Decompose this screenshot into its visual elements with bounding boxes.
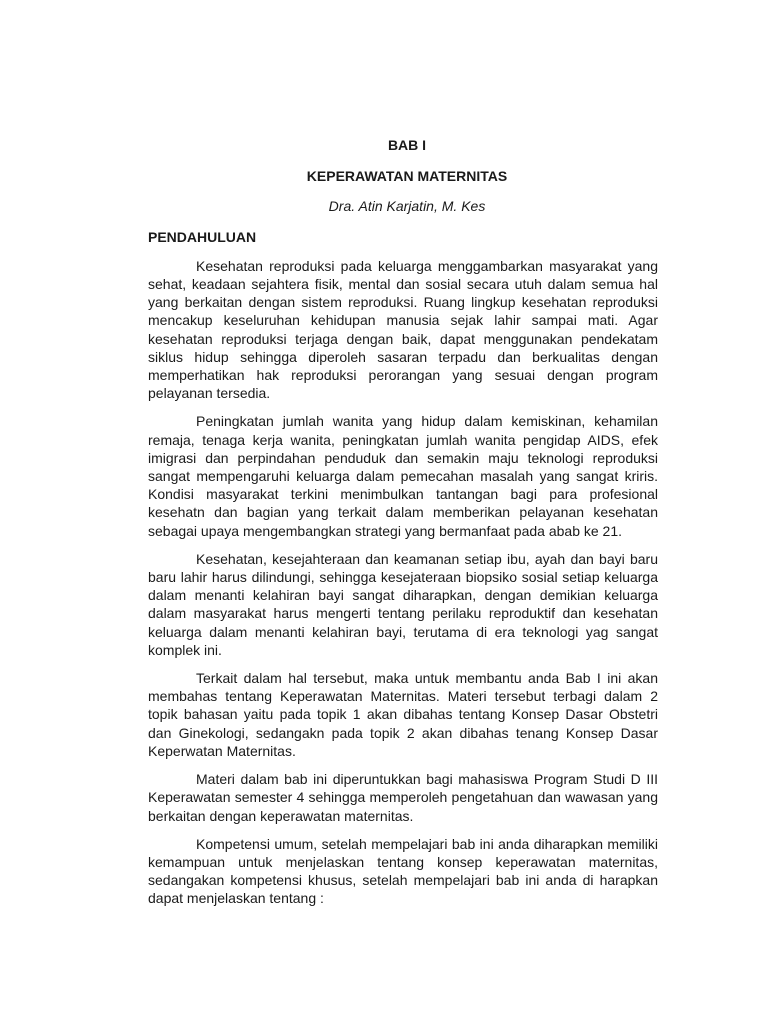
paragraph-6: Kompetensi umum, setelah mempelajari bab ini anda diharapkan memiliki kemampuan untuk menjelaskan tentang konsep keperawatan maternitas, sedangakan kompetensi khusus, setelah mempelajari bab ini anda di harapkan dapat menjelaskan tentang :	[148, 835, 658, 907]
author-name: Dra. Atin Karjatin, M. Kes	[328, 198, 486, 215]
paragraph-1: Kesehatan reproduksi pada keluarga menggambarkan masyarakat yang sehat, keadaan sejahtera fisik, mental dan sosial secara utuh dalam semua hal yang berkaitan dengan sistem reproduksi. Ruang lingkup kesehatan reproduksi mencakup keseluruhan kehidupan manusia sejak lahir sampai mati. Agar kesehatan reproduksi terjaga dengan baik, dapat menggunakan pendekatam siklus hidup sehingga diperoleh sasaran terpadu dan berkualitas dengan memperhatikan hak reproduksi perorangan yang sesuai dengan program pelayanan tersedia.	[148, 257, 658, 402]
chapter-label: BAB I	[387, 137, 427, 153]
paragraph-3: Kesehatan, kesejahteraan dan keamanan setiap ibu, ayah dan bayi baru baru lahir harus dilindungi, sehingga kesejateraan biopsiko sosial setiap keluarga dalam menanti kelahiran bayi sangat diharapkan, dengan demikian keluarga dalam masyarakat harus mengerti tentang perilaku reproduktif dan kesehatan keluarga dalam menanti kelahiran bayi, terutama di era teknologi yag sangat komplek ini.	[148, 550, 658, 658]
section-heading: PENDAHULUAN	[148, 228, 257, 245]
paragraph-4: Terkait dalam hal tersebut, maka untuk membantu anda Bab I ini akan membahas tentang Keperawatan Maternitas. Materi tersebut terbagi dalam 2 topik bahasan yaitu pada topik 1 akan dibahas tentang Konsep Dasar Obstetri dan Ginekologi, sedangakn pada topik 2 akan dibahas tenang Konsep Dasar Keperwatan Maternitas.	[148, 670, 658, 759]
chapter-title: KEPERAWATAN MATERNITAS	[306, 168, 508, 185]
document-page	[148, 136, 658, 908]
paragraph-2: Peningkatan jumlah wanita yang hidup dalam kemiskinan, kehamilan remaja, tenaga kerja wanita, peningkatan jumlah wanita pengidap AIDS, efek imigrasi dan perpindahan penduduk dan semakin maju teknologi reproduksi sangat mempengaruhi keluarga dalam pemecahan masalah yang sangat kriris. Kondisi masyarakat terkini menimbulkan tantangan bagi para profesional kesehatn dan bagian yang terkait dalam memberikan pelayanan kesehatan sebagai upaya mengembangkan strategi yang bermanfaat pada abab ke 21.	[148, 413, 658, 539]
paragraph-5: Materi dalam bab ini diperuntukkan bagi mahasiswa Program Studi D III Keperawatan semester 4 sehingga memperoleh pengetahuan dan wawasan yang berkaitan dengan keperawatan maternitas.	[148, 771, 658, 824]
